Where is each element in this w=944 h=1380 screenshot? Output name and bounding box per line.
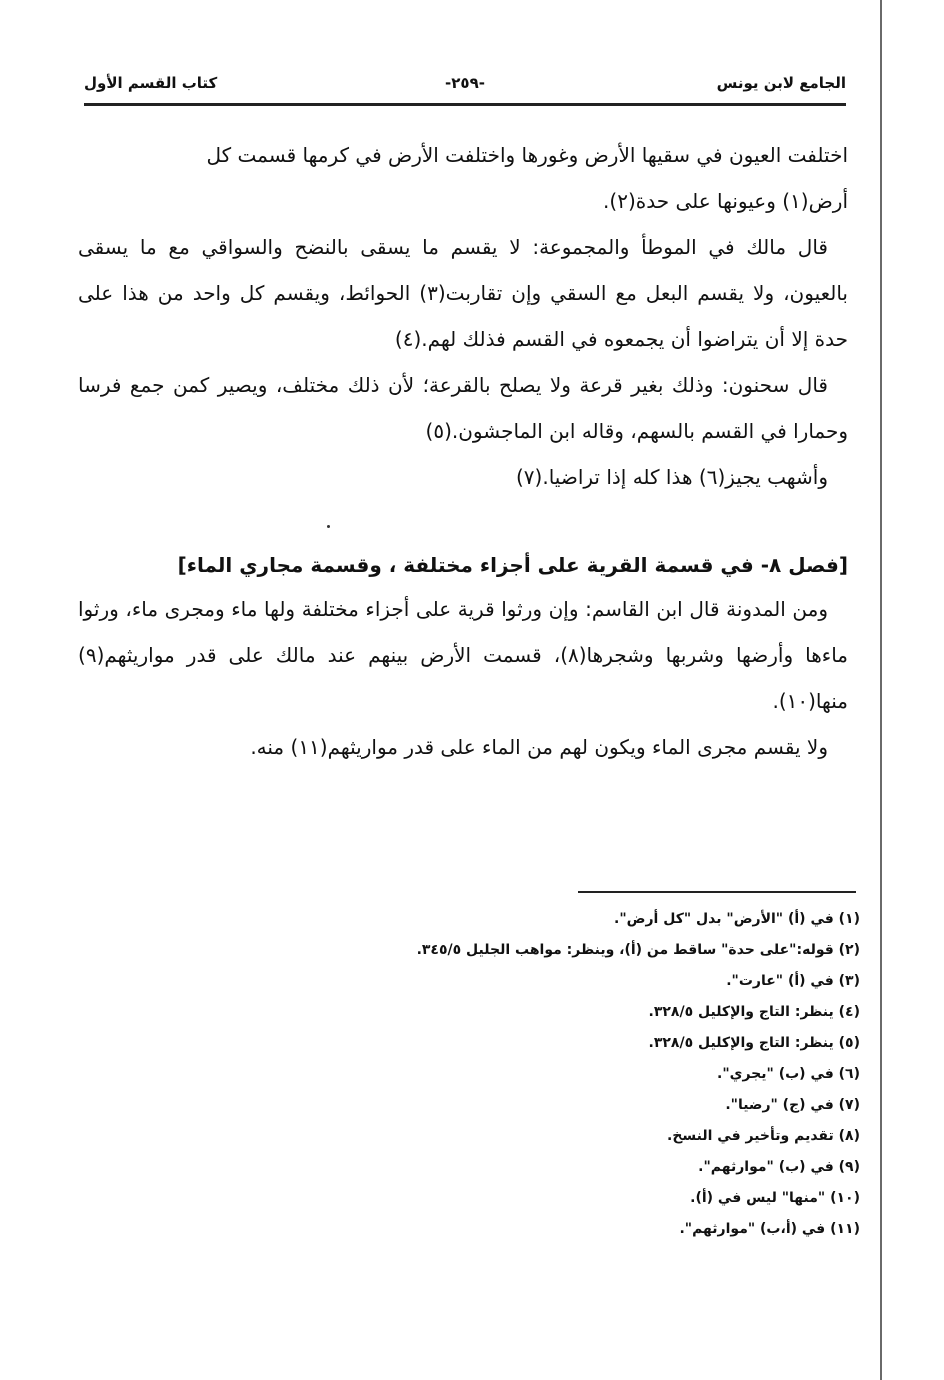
footnote-4: (٤) ينظر: التاج والإكليل ٣٢٨/٥. [648,1004,860,1020]
footnote-rule [578,891,856,893]
page-header [84,74,846,100]
scan-edge-line [880,0,882,1380]
main-text-block [78,132,848,500]
footnotes [300,904,860,1245]
section-heading: [فصل ٨- في قسمة القرية على أجزاء مختلفة ، وقسمة مجاري الماء] [177,553,848,577]
footnote-8: (٨) تقديم وتأخير في النسخ. [667,1128,860,1144]
paragraph-2: قال مالك في الموطأ والمجموعة: لا يقسم ما يسقى بالنضح والسواقي مع ما يسقى بالعيون، ولا يقسم البعل مع السقي وإن تقاربت(٣) الحوائط، ويقسم كل واحد من هذا على حدة إلا أن يتراضوا أن يجمعوه في القسم فذلك لهم.(٤) [78,235,849,351]
paragraph-1-line-2: أرض(١) وعيونها على حدة(٢). [603,189,848,213]
footnote-6: (٦) في (ب) "يجري". [717,1066,860,1082]
footnote-11: (١١) في (أ،ب) "موارثهم". [679,1221,860,1237]
header-rule [84,103,846,106]
footnote-2: (٢) قوله:"على حدة" ساقط من (أ)، وينظر: مواهب الجليل ٣٤٥/٥. [416,942,860,958]
footnote-9: (٩) في (ب) "موارثهم". [698,1159,860,1175]
footnote-3: (٣) في (أ) "عارت". [726,973,860,989]
paragraph-4: وأشهب يجيز(٦) هذا كله إذا تراضيا.(٧) [515,465,828,489]
paragraph-3: قال سحنون: وذلك بغير قرعة ولا يصلح بالقرعة؛ لأن ذلك مختلف، ويصير كمن جمع فرسا وحمارا في القسم بالسهم، وقاله ابن الماجشون.(٥) [78,373,848,443]
paragraph-5: ومن المدونة قال ابن القاسم: وإن ورثوا قرية على أجزاء مختلفة ولها ماء ومجرى ماء، ورثوا ماءها وأرضها وشربها وشجرها(٨)، قسمت الأرض بينهم عند مالك على قدر مواريثهم(٩) منها(١٠). [78,597,848,713]
footnote-10: (١٠) "منها" ليس في (أ). [690,1190,860,1206]
footnote-7: (٧) في (ج) "رضيا". [725,1097,860,1113]
paragraph-1-line-1: اختلفت العيون في سقيها الأرض وغورها واختلفت الأرض في كرمها قسمت كل [206,143,848,167]
footnote-5: (٥) ينظر: التاج والإكليل ٣٢٨/٥. [648,1035,860,1051]
section-title: كتاب القسم الأول [84,74,218,92]
stray-dot [327,525,330,528]
main-text-block-2 [78,586,848,770]
paragraph-6: ولا يقسم مجرى الماء ويكون لهم من الماء على قدر مواريثهم(١١) منه. [250,735,828,759]
page-number: -٢٥٩- [445,74,485,92]
book-title: الجامع لابن يونس [716,74,846,92]
footnote-1: (١) في (أ) "الأرض" بدل "كل أرض". [614,911,860,927]
